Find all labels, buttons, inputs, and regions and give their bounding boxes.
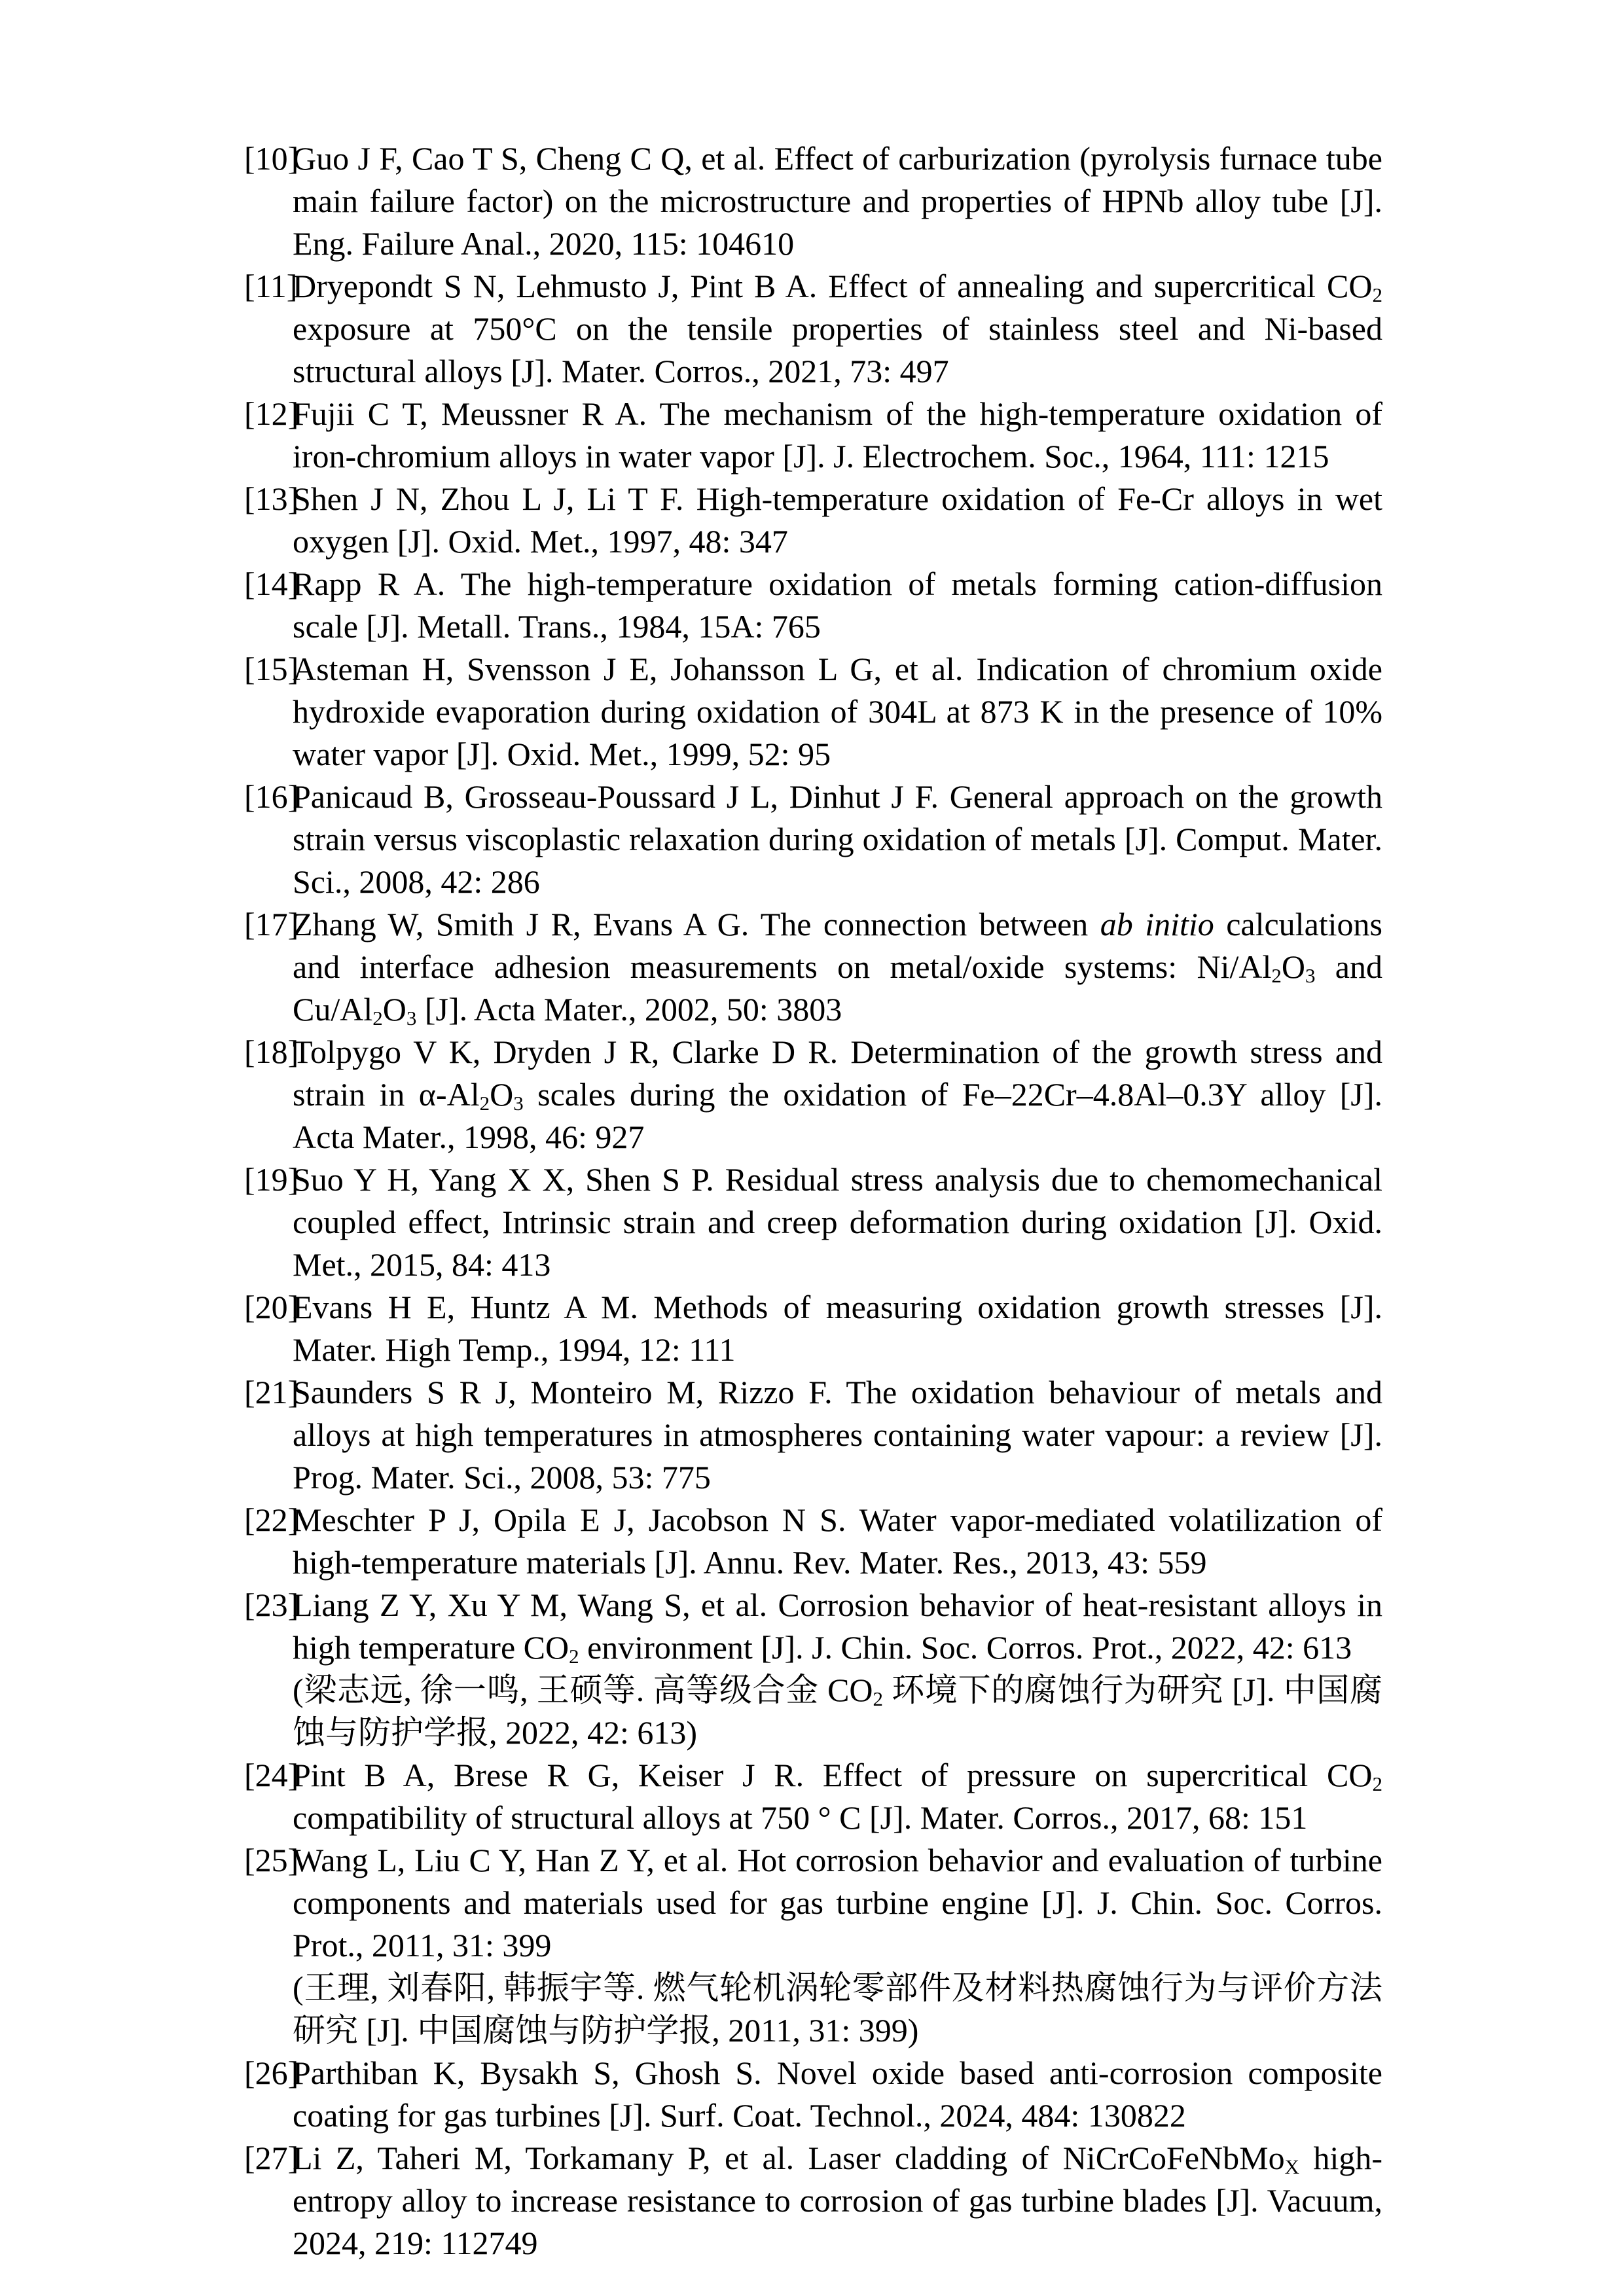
reference-label: [22] bbox=[244, 1501, 299, 1538]
reference-text: Dryepondt S N, Lehmusto J, Pint B A. Effect of annealing and supercritical $CO_2$ exposure at 750°C on the tensile properties of stainless steel and Ni-based structural alloys [J]. Mater. Corros., 2021, 73: 497 bbox=[293, 268, 1382, 389]
reference-item bbox=[244, 478, 1382, 563]
subscript-text: 3 bbox=[1305, 963, 1316, 987]
reference-item bbox=[244, 1371, 1382, 1499]
reference-item bbox=[244, 1031, 1382, 1158]
reference-text: Rapp R A. The high-temperature oxidation of metals forming cation-diffusion scale [J]. Metall. Trans., 1984, 15A: 765 bbox=[293, 565, 1382, 645]
reference-label: [17] bbox=[244, 906, 299, 942]
reference-list bbox=[244, 137, 1382, 2265]
reference-item bbox=[244, 1754, 1382, 1839]
reference-item bbox=[244, 1584, 1382, 1754]
subscript-text: 2 bbox=[569, 1644, 579, 1668]
reference-text: Parthiban K, Bysakh S, Ghosh S. Novel oxide based anti-corrosion composite coating for gas turbines [J]. Surf. Coat. Technol., 2024, 484: 130822 bbox=[293, 2054, 1382, 2134]
reference-item bbox=[244, 2137, 1382, 2265]
reference-item bbox=[244, 903, 1382, 1031]
subscript-text: 2 bbox=[873, 1687, 884, 1710]
reference-item bbox=[244, 1286, 1382, 1371]
subscript-text: X bbox=[1284, 2155, 1300, 2178]
subscript-text: 3 bbox=[406, 1006, 417, 1030]
reference-item bbox=[244, 393, 1382, 478]
reference-text: Li Z, Taheri M, Torkamany P, et al. Laser cladding of NiCrCoFeNbMo$_X$ high-entropy alloy to increase resistance to corrosion of gas turbine blades [J]. Vacuum, 2024, 219: 112749 bbox=[293, 2140, 1382, 2261]
reference-label: [24] bbox=[244, 1757, 299, 1793]
reference-label: [25] bbox=[244, 1842, 299, 1878]
reference-text: Shen J N, Zhou L J, Li T F. High-temperature oxidation of Fe-Cr alloys in wet oxygen [J]. Oxid. Met., 1997, 48: 347 bbox=[293, 480, 1382, 560]
italic-text: ab initio bbox=[1100, 906, 1214, 942]
reference-item bbox=[244, 1839, 1382, 2052]
reference-text: Guo J F, Cao T S, Cheng C Q, et al. Effect of carburization (pyrolysis furnace tube main failure factor) on the microstructure and properties of HPNb alloy tube [J]. Eng. Failure Anal., 2020, 115: 104610 bbox=[293, 140, 1382, 262]
reference-label: [21] bbox=[244, 1374, 299, 1410]
reference-item bbox=[244, 1499, 1382, 1584]
subscript-text: 3 bbox=[513, 1091, 524, 1115]
reference-item bbox=[244, 776, 1382, 903]
reference-label: [20] bbox=[244, 1289, 299, 1325]
reference-label: [15] bbox=[244, 651, 299, 687]
reference-item bbox=[244, 563, 1382, 648]
reference-text: Wang L, Liu C Y, Han Z Y, et al. Hot corrosion behavior and evaluation of turbine components and materials used for gas turbine engine [J]. J. Chin. Soc. Corros. Prot., 2011, 31: 399 (王理, 刘春阳, 韩振宇等. 燃气轮机涡轮零部件及材料热腐蚀行为与评价方法研究 [J]. 中国腐蚀与防护学报, 2011, 31: 399) bbox=[293, 1842, 1382, 2049]
subscript-text: 2 bbox=[1271, 963, 1282, 987]
reference-label: [10] bbox=[244, 140, 299, 177]
subscript-text: 2 bbox=[479, 1091, 490, 1115]
reference-text: Suo Y H, Yang X X, Shen S P. Residual stress analysis due to chemomechanical coupled effect, Intrinsic strain and creep deformation during oxidation [J]. Oxid. Met., 2015, 84: 413 bbox=[293, 1161, 1382, 1283]
reference-item bbox=[244, 1158, 1382, 1286]
subscript-text: 2 bbox=[1372, 1772, 1382, 1795]
reference-text: Liang Z Y, Xu Y M, Wang S, et al. Corrosion behavior of heat-resistant alloys in high temperature $CO_2$ environment [J]. J. Chin. Soc. Corros. Prot., 2022, 42: 613 (梁志远, 徐一鸣, 王硕等. 高等级合金 $CO_2$ 环境下的腐蚀行为研究 [J]. 中国腐蚀与防护学报, 2022, 42: 613) bbox=[293, 1587, 1382, 1751]
reference-text: Asteman H, Svensson J E, Johansson L G, et al. Indication of chromium oxide hydroxide evaporation during oxidation of 304L at 873 K in the presence of 10% water vapor [J]. Oxid. Met., 1999, 52: 95 bbox=[293, 651, 1382, 772]
subscript-text: 2 bbox=[372, 1006, 383, 1030]
reference-label: [23] bbox=[244, 1587, 299, 1623]
reference-label: [12] bbox=[244, 395, 299, 432]
reference-item bbox=[244, 648, 1382, 776]
reference-text: Evans H E, Huntz A M. Methods of measuring oxidation growth stresses [J]. Mater. High Temp., 1994, 12: 111 bbox=[293, 1289, 1382, 1368]
reference-item bbox=[244, 137, 1382, 265]
reference-text: Fujii C T, Meussner R A. The mechanism of the high-temperature oxidation of iron-chromium alloys in water vapor [J]. J. Electrochem. Soc., 1964, 111: 1215 bbox=[293, 395, 1382, 475]
reference-label: [11] bbox=[244, 268, 298, 304]
reference-label: [27] bbox=[244, 2140, 299, 2176]
reference-text: Tolpygo V K, Dryden J R, Clarke D R. Determination of the growth stress and strain in $\alpha-Al_2O_3$ scales during the oxidation of Fe–22Cr–4.8Al–0.3Y alloy [J]. Acta Mater., 1998, 46: 927 bbox=[293, 1033, 1383, 1155]
reference-label: [18] bbox=[244, 1033, 299, 1070]
reference-item bbox=[244, 2052, 1382, 2137]
reference-label: [16] bbox=[244, 778, 299, 815]
reference-text: Meschter P J, Opila E J, Jacobson N S. Water vapor-mediated volatilization of high-temperature materials [J]. Annu. Rev. Mater. Res., 2013, 43: 559 bbox=[293, 1501, 1382, 1581]
reference-text: Panicaud B, Grosseau-Poussard J L, Dinhut J F. General approach on the growth strain versus viscoplastic relaxation during oxidation of metals [J]. Comput. Mater. Sci., 2008, 42: 286 bbox=[293, 778, 1382, 900]
reference-label: [26] bbox=[244, 2054, 299, 2091]
reference-item bbox=[244, 265, 1382, 393]
reference-label: [14] bbox=[244, 565, 299, 602]
reference-label: [19] bbox=[244, 1161, 299, 1198]
reference-text: Saunders S R J, Monteiro M, Rizzo F. The oxidation behaviour of metals and alloys at high temperatures in atmospheres containing water vapour: a review [J]. Prog. Mater. Sci., 2008, 53: 775 bbox=[293, 1374, 1382, 1496]
reference-text: Zhang W, Smith J R, Evans A G. The connection between ab initio calculations and interface adhesion measurements on metal/oxide systems: $Ni/Al_2O_3$ and $Cu/Al_2O_3$ [J]. Acta Mater., 2002, 50: 3803 bbox=[293, 906, 1383, 1030]
subscript-text: 2 bbox=[1372, 283, 1382, 306]
reference-text: Pint B A, Brese R G, Keiser J R. Effect of pressure on supercritical $CO_2$ compatibility of structural alloys at 750 ° C [J]. Mater. Corros., 2017, 68: 151 bbox=[293, 1757, 1382, 1836]
reference-label: [13] bbox=[244, 480, 299, 517]
